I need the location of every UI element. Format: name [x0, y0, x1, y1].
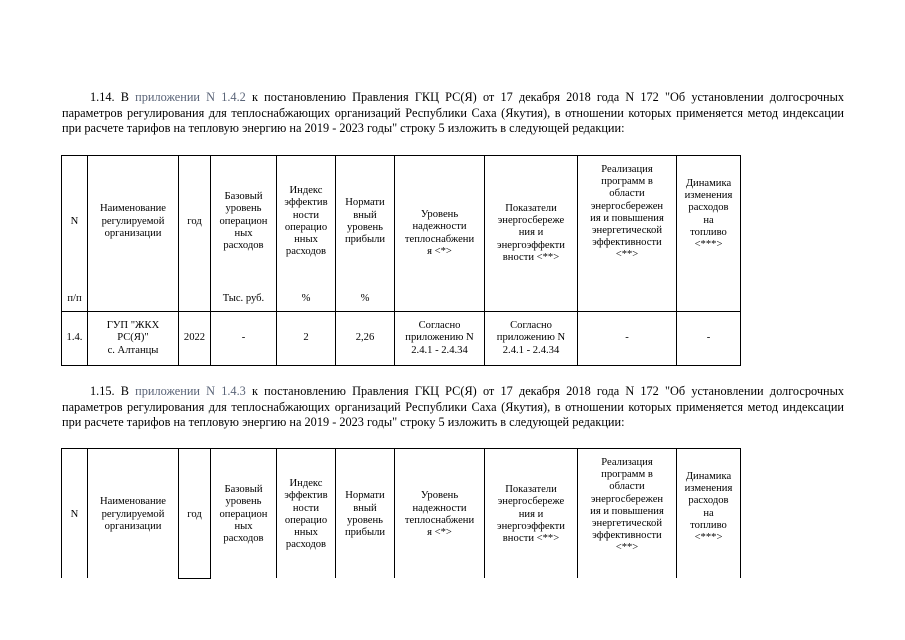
unit-index: %	[277, 288, 336, 312]
header-base: Базовый уровень операцион ных расходов	[211, 156, 277, 288]
header-programs: Реализация программ в области энергосбережен ия и повышения энергетической эффективности <**>	[578, 156, 677, 312]
header-reliability: Уровень надежности теплоснабжени я <*>	[395, 449, 485, 581]
table-row	[62, 312, 741, 366]
cell-org: ГУП "ЖКХ РС(Я)" с. Алтанцы	[88, 312, 179, 366]
header-year: год	[179, 449, 211, 581]
cut-cell-edge	[178, 578, 211, 579]
unit-norm: %	[336, 288, 395, 312]
header-energy-saving: Показатели энергосбереже ния и энергоэффекти вности <**>	[485, 156, 578, 312]
header-index: Индекс эффектив ности операцио нных расходов	[277, 449, 336, 581]
cell-base: -	[211, 312, 277, 366]
header-energy-saving: Показатели энергосбереже ния и энергоэффекти вности <**>	[485, 449, 578, 581]
header-index: Индекс эффектив ности операцио нных расходов	[277, 156, 336, 288]
cell-programs: -	[578, 312, 677, 366]
cell-n: 1.4.	[62, 312, 88, 366]
header-norm: Нормати вный уровень прибыли	[336, 156, 395, 288]
cell-year: 2022	[179, 312, 211, 366]
header-n: N	[62, 156, 88, 288]
appendix-link-1-4-2[interactable]: приложении N 1.4.2	[135, 90, 246, 104]
header-dynamics: Динамика изменения расходов на топливо <***>	[677, 156, 741, 312]
table-1-14	[61, 155, 741, 366]
cell-reliability: Согласно приложению N 2.4.1 - 2.4.34	[395, 312, 485, 366]
appendix-link-1-4-3[interactable]: приложении N 1.4.3	[135, 384, 246, 398]
header-year: год	[179, 156, 211, 288]
unit-n: п/п	[62, 288, 88, 312]
header-n: N	[62, 449, 88, 581]
unit-base: Тыс. руб.	[211, 288, 277, 312]
cell-dynamics: -	[677, 312, 741, 366]
header-dynamics: Динамика изменения расходов на топливо <***>	[677, 449, 741, 581]
paragraph-1-14: 1.14. В приложении N 1.4.2 к постановлению Правления ГКЦ РС(Я) от 17 декабря 2018 года N 172 "Об установлении долгосрочных параметров регулирования для теплоснабжающих организаций Республики Саха (Якутия), в отношении которых применяется метод индексации при расчете тарифов на тепловую энергию на 2019 - 2023 годы" строку 5 изложить в следующей редакции:	[62, 90, 844, 136]
header-norm: Нормати вный уровень прибыли	[336, 449, 395, 581]
cell-norm: 2,26	[336, 312, 395, 366]
cell-energy-saving: Согласно приложению N 2.4.1 - 2.4.34	[485, 312, 578, 366]
page-cutoff	[61, 578, 905, 640]
cell-index: 2	[277, 312, 336, 366]
header-org: Наименование регулируемой организации	[88, 449, 179, 581]
header-reliability: Уровень надежности теплоснабжени я <*>	[395, 156, 485, 312]
header-base: Базовый уровень операцион ных расходов	[211, 449, 277, 581]
header-org: Наименование регулируемой организации	[88, 156, 179, 288]
paragraph-1-15: 1.15. В приложении N 1.4.3 к постановлению Правления ГКЦ РС(Я) от 17 декабря 2018 года N 172 "Об установлении долгосрочных параметров регулирования для теплоснабжающих организаций Республики Саха (Якутия), в отношении которых применяется метод индексации при расчете тарифов на тепловую энергию на 2019 - 2023 годы" строку 5 изложить в следующей редакции:	[62, 384, 844, 430]
header-programs: Реализация программ в области энергосбережен ия и повышения энергетической эффективности <**>	[578, 449, 677, 581]
